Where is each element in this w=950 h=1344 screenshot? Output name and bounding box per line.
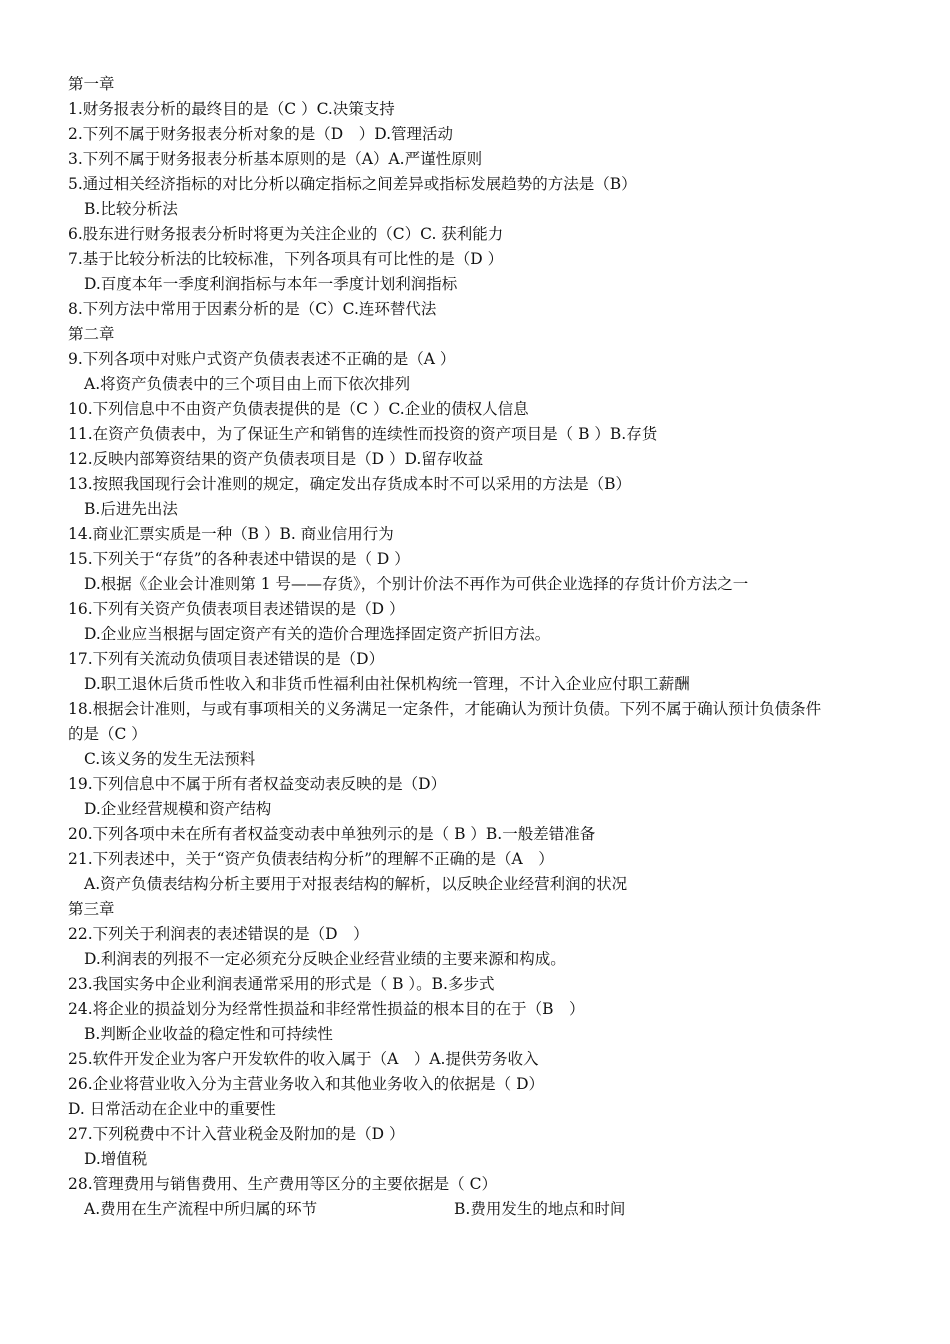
question-line: 5.通过相关经济指标的对比分析以确定指标之间差异或指标发展趋势的方法是（B） xyxy=(68,175,637,193)
chapter-heading: 第一章 xyxy=(68,75,115,93)
option-b-text: B.费用发生的地点和时间 xyxy=(454,1200,626,1218)
answer-line: D.利润表的列报不一定必须充分反映企业经营业绩的主要来源和构成。 xyxy=(84,950,566,968)
option-a-text: A.费用在生产流程中所归属的环节 xyxy=(84,1200,318,1218)
answer-line: D. 日常活动在企业中的重要性 xyxy=(68,1100,276,1118)
answer-line: D.根据《企业会计准则第 1 号——存货》，个别计价法不再作为可供企业选择的存货计价方法之一 xyxy=(84,575,749,593)
question-line: 7.基于比较分析法的比较标准，下列各项具有可比性的是（D ） xyxy=(68,250,504,268)
answer-line: B.比较分析法 xyxy=(84,200,178,218)
question-line: 14.商业汇票实质是一种（B ）B. 商业信用行为 xyxy=(68,525,394,543)
question-line: 1.财务报表分析的最终目的是（C ）C.决策支持 xyxy=(68,100,395,118)
question-line: 26.企业将营业收入分为主营业务收入和其他业务收入的依据是（ D） xyxy=(68,1075,545,1093)
chapter-heading: 第二章 xyxy=(68,325,115,343)
document-page xyxy=(68,72,898,1219)
question-line: 15.下列关于“存货”的各种表述中错误的是（ D ） xyxy=(68,550,410,568)
question-line: 21.下列表述中，关于“资产负债表结构分析”的理解不正确的是（A ） xyxy=(68,850,554,868)
answer-line: C.该义务的发生无法预料 xyxy=(84,750,256,768)
question-line: 19.下列信息中不属于所有者权益变动表反映的是（D） xyxy=(68,775,447,793)
question-line: 24.将企业的损益划分为经常性损益和非经常性损益的根本目的在于（B ） xyxy=(68,1000,585,1018)
question-line: 16.下列有关资产负债表项目表述错误的是（D ） xyxy=(68,600,405,618)
text-line: 的是（C ） xyxy=(68,725,147,743)
answer-line: D.职工退休后货币性收入和非货币性福利由社保机构统一管理，不计入企业应付职工薪酬 xyxy=(84,675,690,693)
question-line: 3.下列不属于财务报表分析基本原则的是（A）A.严谨性原则 xyxy=(68,150,483,168)
answer-options-row xyxy=(68,1197,898,1219)
question-line: 28.管理费用与销售费用、生产费用等区分的主要依据是（ C） xyxy=(68,1175,497,1193)
question-line: 27.下列税费中不计入营业税金及附加的是（D ） xyxy=(68,1125,405,1143)
question-line: 22.下列关于利润表的表述错误的是（D ） xyxy=(68,925,369,943)
question-line: 25.软件开发企业为客户开发软件的收入属于（A ）A.提供劳务收入 xyxy=(68,1050,539,1068)
answer-line: A.将资产负债表中的三个项目由上而下依次排列 xyxy=(84,375,411,393)
question-line: 23.我国实务中企业利润表通常采用的形式是（ B ）。B.多步式 xyxy=(68,975,495,993)
question-line: 6.股东进行财务报表分析时将更为关注企业的（C）C. 获利能力 xyxy=(68,225,504,243)
question-line: 2.下列不属于财务报表分析对象的是（D ）D.管理活动 xyxy=(68,125,454,143)
answer-line: B.后进先出法 xyxy=(84,500,178,518)
question-line: 18.根据会计准则，与或有事项相关的义务满足一定条件，才能确认为预计负债。下列不属于确认预计负债条件 xyxy=(68,700,822,718)
question-line: 13.按照我国现行会计准则的规定，确定发出存货成本时不可以采用的方法是（B） xyxy=(68,475,632,493)
question-line: 12.反映内部筹资结果的资产负债表项目是（D ）D.留存收益 xyxy=(68,450,484,468)
answer-line: B.判断企业收益的稳定性和可持续性 xyxy=(84,1025,333,1043)
question-line: 9.下列各项中对账户式资产负债表表述不正确的是（A ） xyxy=(68,350,456,368)
answer-line: D.企业经营规模和资产结构 xyxy=(84,800,272,818)
answer-line: D.增值税 xyxy=(84,1150,148,1168)
answer-line: A.资产负债表结构分析主要用于对报表结构的解析，以反映企业经营利润的状况 xyxy=(84,875,628,893)
question-line: 8.下列方法中常用于因素分析的是（C）C.连环替代法 xyxy=(68,300,437,318)
chapter-heading: 第三章 xyxy=(68,900,115,918)
document-lines xyxy=(68,72,898,1197)
answer-line: D.企业应当根据与固定资产有关的造价合理选择固定资产折旧方法。 xyxy=(84,625,551,643)
question-line: 10.下列信息中不由资产负债表提供的是（C ）C.企业的债权人信息 xyxy=(68,400,529,418)
question-line: 11.在资产负债表中，为了保证生产和销售的连续性而投资的资产项目是（ B ）B.存货 xyxy=(68,425,658,443)
question-line: 20.下列各项中未在所有者权益变动表中单独列示的是（ B ）B.一般差错准备 xyxy=(68,825,596,843)
answer-line: D.百度本年一季度利润指标与本年一季度计划利润指标 xyxy=(84,275,458,293)
question-line: 17.下列有关流动负债项目表述错误的是（D） xyxy=(68,650,385,668)
